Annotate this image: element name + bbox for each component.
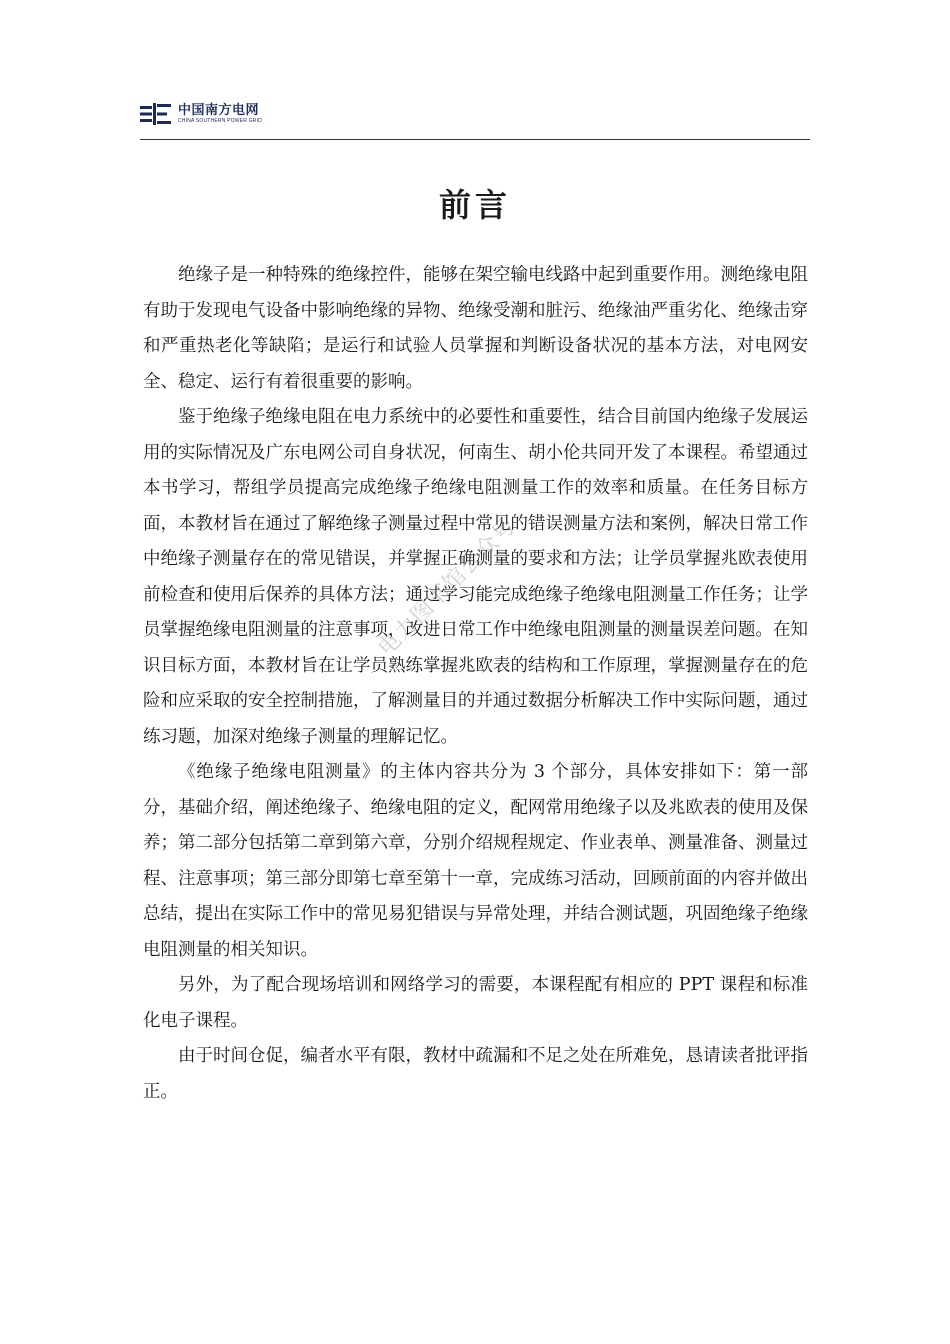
page-title: 前言 [438, 186, 511, 224]
paragraph: 另外，为了配合现场培训和网络学习的需要，本课程配有相应的 PPT 课程和标准化电子课程。 [143, 975, 808, 1031]
preface-body [143, 258, 808, 1110]
china-southern-power-grid-logo-icon [140, 100, 174, 128]
header-divider [140, 139, 810, 140]
paragraph: 由于时间仓促，编者水平有限，教材中疏漏和不足之处在所难免，恳请读者批评指正。 [143, 1046, 808, 1102]
watermark: 电力图书馆公众号 [373, 513, 522, 662]
logo-english-name: CHINA SOUTHERN POWER GRID [178, 118, 262, 124]
paragraph: 鉴于绝缘子绝缘电阻在电力系统中的必要性和重要性，结合目前国内绝缘子发展运用的实际情况及广东电网公司自身状况，何南生、胡小伦共同开发了本课程。希望通过本书学习，帮组学员提高完成绝缘子绝缘电阻测量工作的效率和质量。在任务目标方面，本教材旨在通过了解绝缘子测量过程中常见的错误测量方法和案例，解决日常工作中绝缘子测量存在的常见错误，并掌握正确测量的要求和方法；让学员掌握兆欧表使用前检查和使用后保养的具体方法；通过学习能完成绝缘子绝缘电阻测量工作任务；让学员掌握绝缘电阻测量的注意事项，改进日常工作中绝缘电阻测量的测量误差问题。在知识目标方面，本教材旨在让学员熟练掌握兆欧表的结构和工作原理，掌握测量存在的危险和应采取的安全控制措施，了解测量目的并通过数据分析解决工作中实际问题，通过练习题，加深对绝缘子测量的理解记忆。 [143, 407, 808, 747]
paragraph: 《绝缘子绝缘电阻测量》的主体内容共分为 3 个部分，具体安排如下：第一部分，基础介绍，阐述绝缘子、绝缘电阻的定义，配网常用绝缘子以及兆欧表的使用及保养；第二部分包括第二章到第六章，分别介绍规程规定、作业表单、测量准备、测量过程、注意事项；第三部分即第七章至第十一章，完成练习活动，回顾前面的内容并做出总结，提出在实际工作中的常见易犯错误与异常处理，并结合测试题，巩固绝缘子绝缘电阻测量的相关知识。 [143, 762, 808, 960]
logo-chinese-name: 中国南方电网 [178, 103, 260, 118]
paragraph: 绝缘子是一种特殊的绝缘控件，能够在架空输电线路中起到重要作用。测绝缘电阻有助于发现电气设备中影响绝缘的异物、绝缘受潮和脏污、绝缘油严重劣化、绝缘击穿和严重热老化等缺陷；是运行和试验人员掌握和判断设备状况的基本方法，对电网安全、稳定、运行有着很重要的影响。 [143, 265, 808, 392]
page-header [140, 97, 810, 131]
logo-text [178, 103, 262, 125]
